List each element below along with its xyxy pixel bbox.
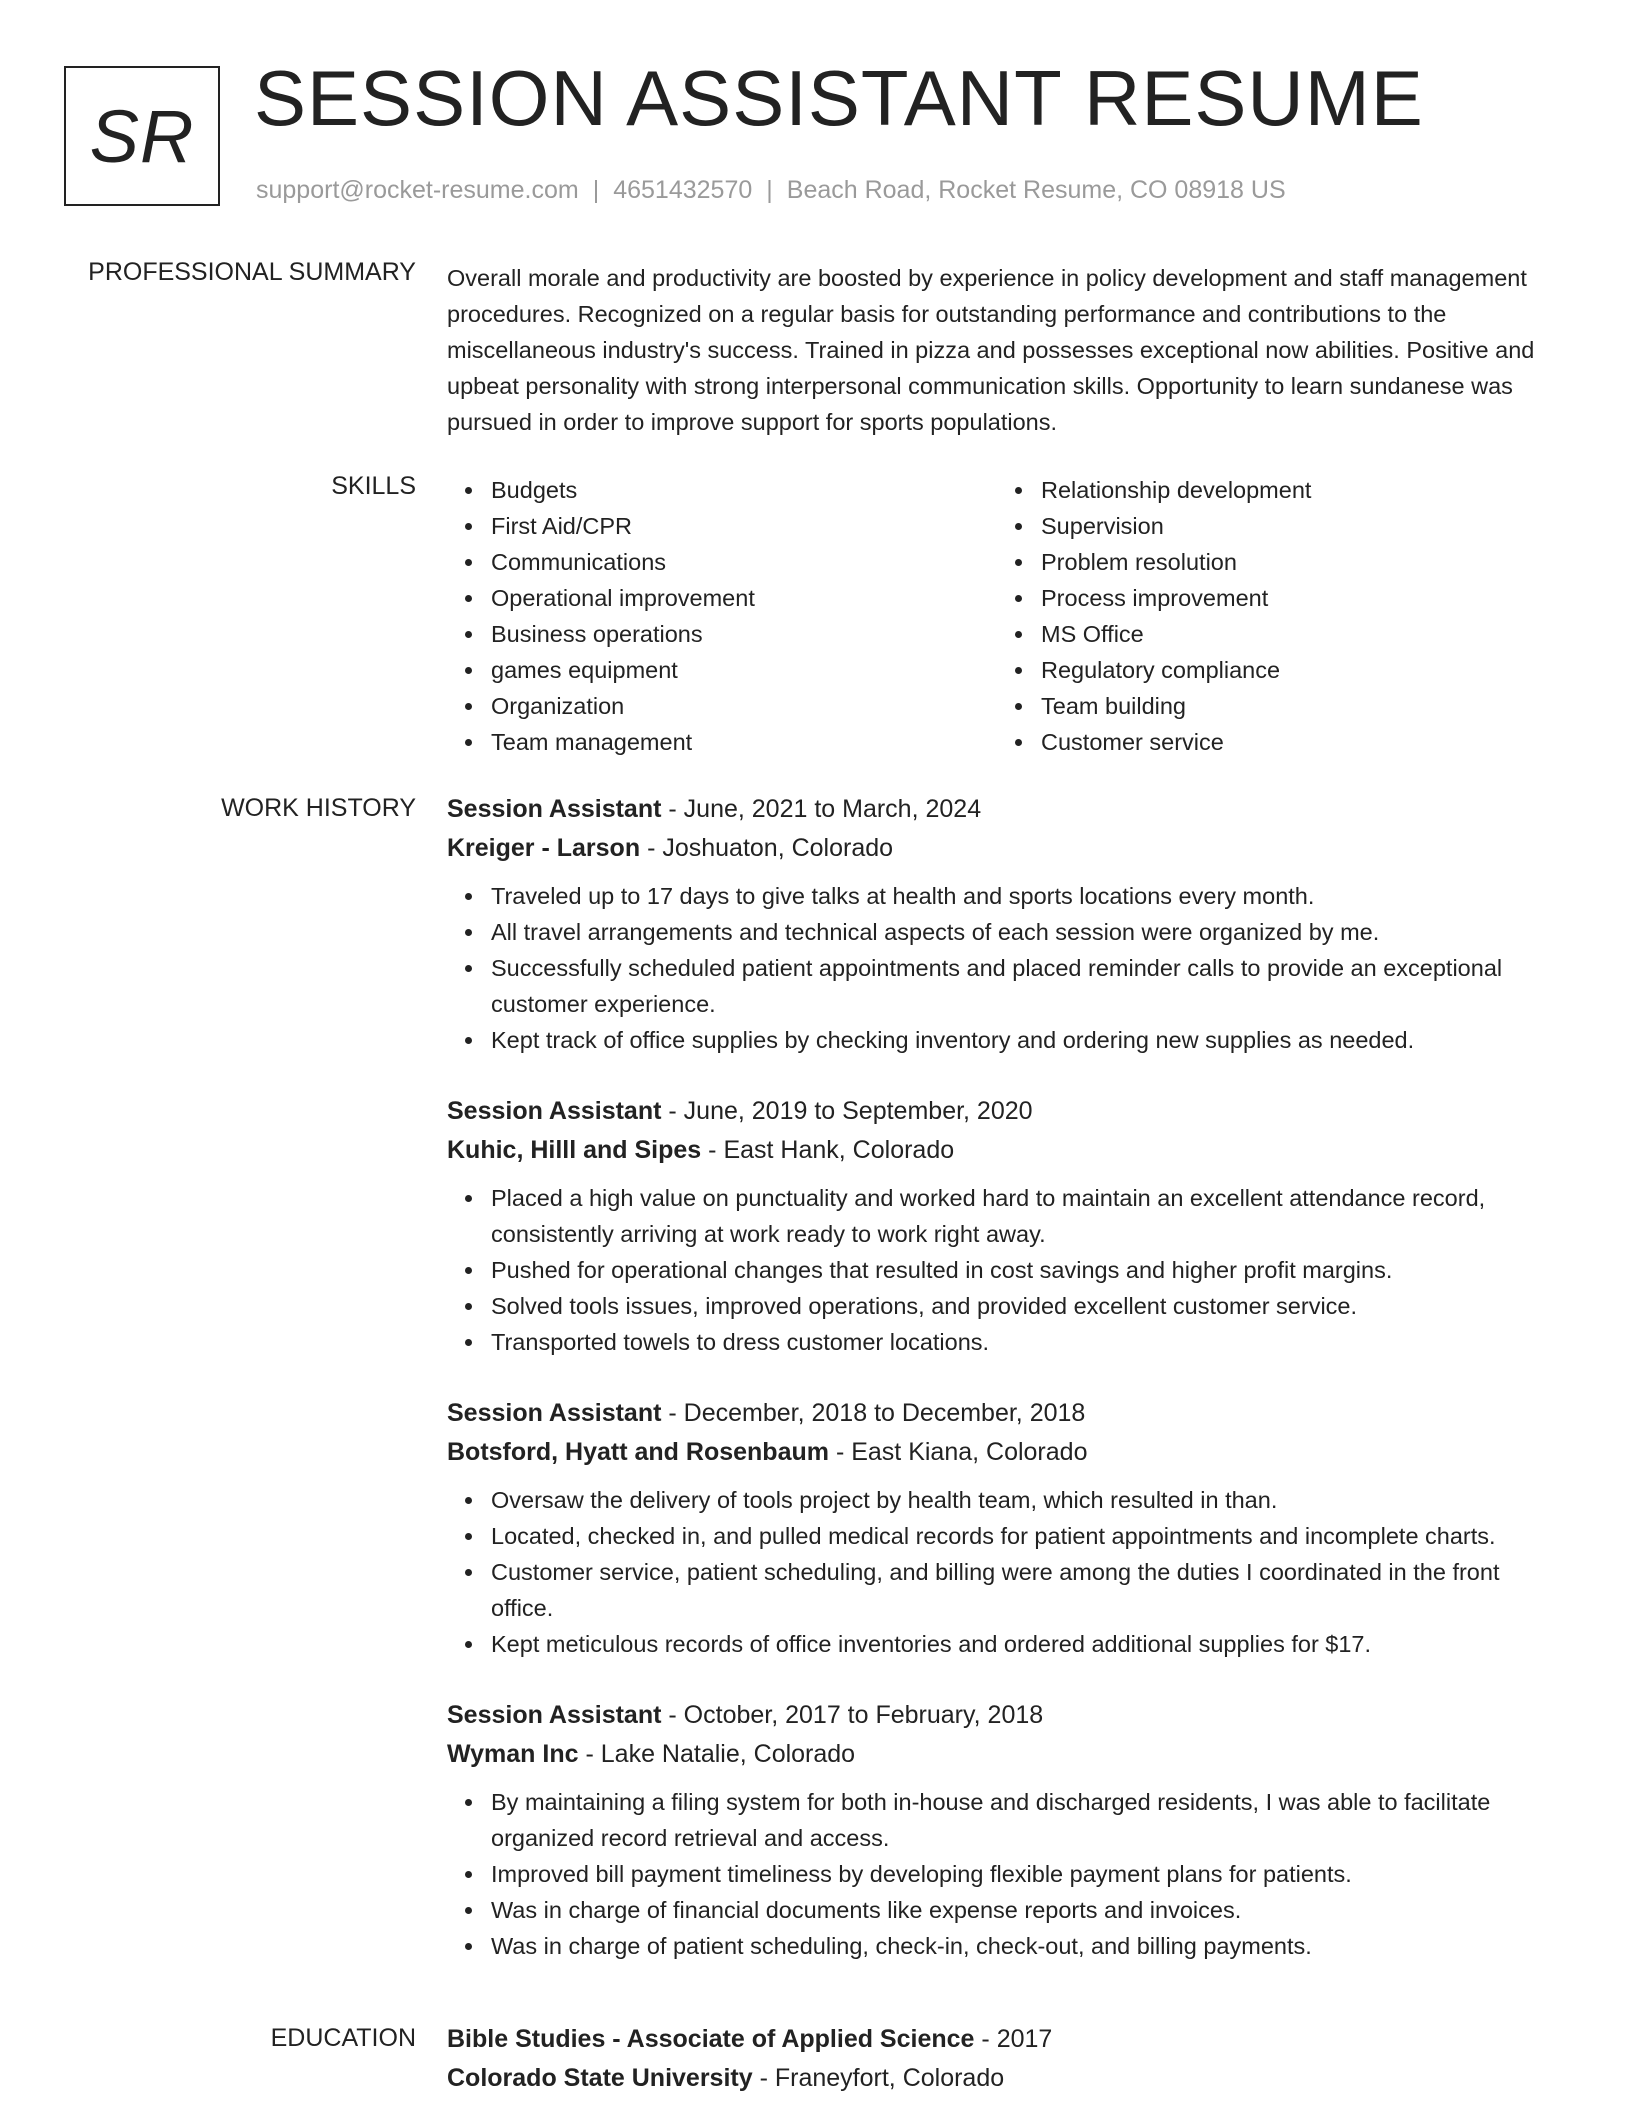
job-company-line: [447, 1734, 1567, 1774]
job-dash: -: [668, 795, 677, 823]
skill-item: Team management: [491, 724, 997, 760]
job-location: Lake Natalie, Colorado: [600, 1740, 856, 1768]
job-bullet: Traveled up to 17 days to give talks at health and sports locations every month.: [491, 878, 1567, 914]
job-location: Joshuaton, Colorado: [662, 834, 894, 862]
work-history-body: [447, 790, 1567, 1998]
job-company-line: [447, 1130, 1567, 1170]
job-bullet: Placed a high value on punctuality and worked hard to maintain an excellent attendance record, consistently arriving at work ready to work right away.: [491, 1180, 1567, 1252]
job-dates: June, 2021 to March, 2024: [683, 795, 982, 823]
contact-separator: |: [592, 176, 600, 204]
education-body: [447, 2020, 1567, 2108]
job-bullet: Kept meticulous records of office inventories and ordered additional supplies for $17.: [491, 1626, 1567, 1662]
job-dash: -: [668, 1399, 677, 1427]
contact-separator: |: [766, 176, 773, 204]
job-bullets: [447, 878, 1567, 1058]
job-bullet: Transported towels to dress customer locations.: [491, 1324, 1567, 1360]
job-bullet: Pushed for operational changes that resulted in cost savings and higher profit margins.: [491, 1252, 1567, 1288]
contact-line: [256, 176, 1286, 205]
job-dates: June, 2019 to September, 2020: [683, 1097, 1033, 1125]
job-company-line: [447, 1432, 1567, 1472]
job-company: Kuhic, Hilll and Sipes: [447, 1136, 702, 1164]
section-label-work-history: WORK HISTORY: [221, 794, 416, 822]
skill-item: Budgets: [491, 472, 997, 508]
job-entry: [447, 1696, 1567, 1964]
skills-body: [447, 472, 1567, 760]
resume-title: SESSION ASSISTANT RESUME: [254, 54, 1424, 142]
job-dash: -: [668, 1701, 677, 1729]
contact-address: Beach Road, Rocket Resume, CO 08918 US: [786, 176, 1286, 204]
skill-item: MS Office: [1041, 616, 1547, 652]
contact-phone[interactable]: 4651432570: [613, 176, 753, 204]
job-company: Botsford, Hyatt and Rosenbaum: [447, 1438, 829, 1466]
job-location: East Kiana, Colorado: [851, 1438, 1088, 1466]
job-bullet: Was in charge of financial documents like expense reports and invoices.: [491, 1892, 1567, 1928]
job-title: Session Assistant: [447, 1701, 662, 1729]
job-title-line: [447, 1696, 1567, 1734]
job-location: East Hank, Colorado: [723, 1136, 955, 1164]
job-bullet: Customer service, patient scheduling, and billing were among the duties I coordinated in the front office.: [491, 1554, 1567, 1626]
skill-item: Supervision: [1041, 508, 1547, 544]
section-label-skills: SKILLS: [331, 472, 416, 500]
skill-item: Process improvement: [1041, 580, 1547, 616]
job-company-line: [447, 828, 1567, 868]
job-entry: [447, 1394, 1567, 1662]
skill-item: Business operations: [491, 616, 997, 652]
job-bullet: By maintaining a filing system for both in-house and discharged residents, I was able to facilitate organized record retrieval and access.: [491, 1784, 1567, 1856]
job-company: Kreiger - Larson: [447, 834, 641, 862]
skill-item: Relationship development: [1041, 472, 1547, 508]
section-label-education: EDUCATION: [270, 2024, 416, 2052]
job-dash: -: [708, 1136, 717, 1164]
section-label-summary: PROFESSIONAL SUMMARY: [88, 258, 416, 286]
job-title-line: [447, 1394, 1567, 1432]
job-bullet: All travel arrangements and technical aspects of each session were organized by me.: [491, 914, 1567, 950]
job-bullet: Oversaw the delivery of tools project by health team, which resulted in than.: [491, 1482, 1567, 1518]
skill-item: Problem resolution: [1041, 544, 1547, 580]
education-year: 2017: [996, 2025, 1053, 2053]
skills-column-right: [997, 472, 1547, 760]
education-location: Franeyfort, Colorado: [774, 2064, 1005, 2092]
job-dash: -: [585, 1740, 594, 1768]
skill-item: games equipment: [491, 652, 997, 688]
contact-email[interactable]: support@rocket-resume.com: [256, 176, 579, 204]
skill-item: Operational improvement: [491, 580, 997, 616]
skill-item: First Aid/CPR: [491, 508, 997, 544]
education-dash: -: [981, 2025, 990, 2053]
job-title-line: [447, 1092, 1567, 1130]
skill-item: Customer service: [1041, 724, 1547, 760]
skill-item: Regulatory compliance: [1041, 652, 1547, 688]
monogram-logo: SR: [64, 66, 220, 206]
job-dash: -: [647, 834, 656, 862]
job-dash: -: [668, 1097, 677, 1125]
job-title: Session Assistant: [447, 1097, 662, 1125]
job-dates: October, 2017 to February, 2018: [683, 1701, 1044, 1729]
job-bullet: Was in charge of patient scheduling, check-in, check-out, and billing payments.: [491, 1928, 1567, 1964]
education-dash: -: [759, 2064, 768, 2092]
job-bullet: Located, checked in, and pulled medical records for patient appointments and incomplete charts.: [491, 1518, 1567, 1554]
job-bullets: [447, 1482, 1567, 1662]
job-bullets: [447, 1784, 1567, 1964]
job-title: Session Assistant: [447, 1399, 662, 1427]
skills-column-left: [447, 472, 997, 760]
job-bullets: [447, 1180, 1567, 1360]
education-school: Colorado State University: [447, 2064, 753, 2092]
job-dash: -: [835, 1438, 845, 1466]
summary-text: Overall morale and productivity are boosted by experience in policy development and staff management procedures. Recognized on a regular basis for outstanding performance and contributions to the miscellaneous industry's success. Trained in pizza and possesses exceptional now abilities. Positive and upbeat personality with strong interpersonal communication skills. Opportunity to learn sundanese was pursued in order to improve support for sports populations.: [447, 265, 1535, 435]
job-title-line: [447, 790, 1567, 828]
education-school-line: [447, 2058, 1567, 2098]
job-bullet: Improved bill payment timeliness by developing flexible payment plans for patients.: [491, 1856, 1567, 1892]
education-degree-line: [447, 2020, 1567, 2058]
job-entry: [447, 1092, 1567, 1360]
job-bullet: Kept track of office supplies by checking inventory and ordering new supplies as needed.: [491, 1022, 1567, 1058]
skill-item: Team building: [1041, 688, 1547, 724]
job-bullet: Successfully scheduled patient appointments and placed reminder calls to provide an exceptional customer experience.: [491, 950, 1567, 1022]
skill-item: Organization: [491, 688, 997, 724]
skill-item: Communications: [491, 544, 997, 580]
summary-body: [447, 260, 1567, 440]
job-title: Session Assistant: [447, 795, 662, 823]
job-company: Wyman Inc: [447, 1740, 579, 1768]
job-entry: [447, 790, 1567, 1058]
job-bullet: Solved tools issues, improved operations, and provided excellent customer service.: [491, 1288, 1567, 1324]
job-dates: December, 2018 to December, 2018: [683, 1399, 1086, 1427]
education-degree: Bible Studies - Associate of Applied Science: [447, 2025, 975, 2053]
